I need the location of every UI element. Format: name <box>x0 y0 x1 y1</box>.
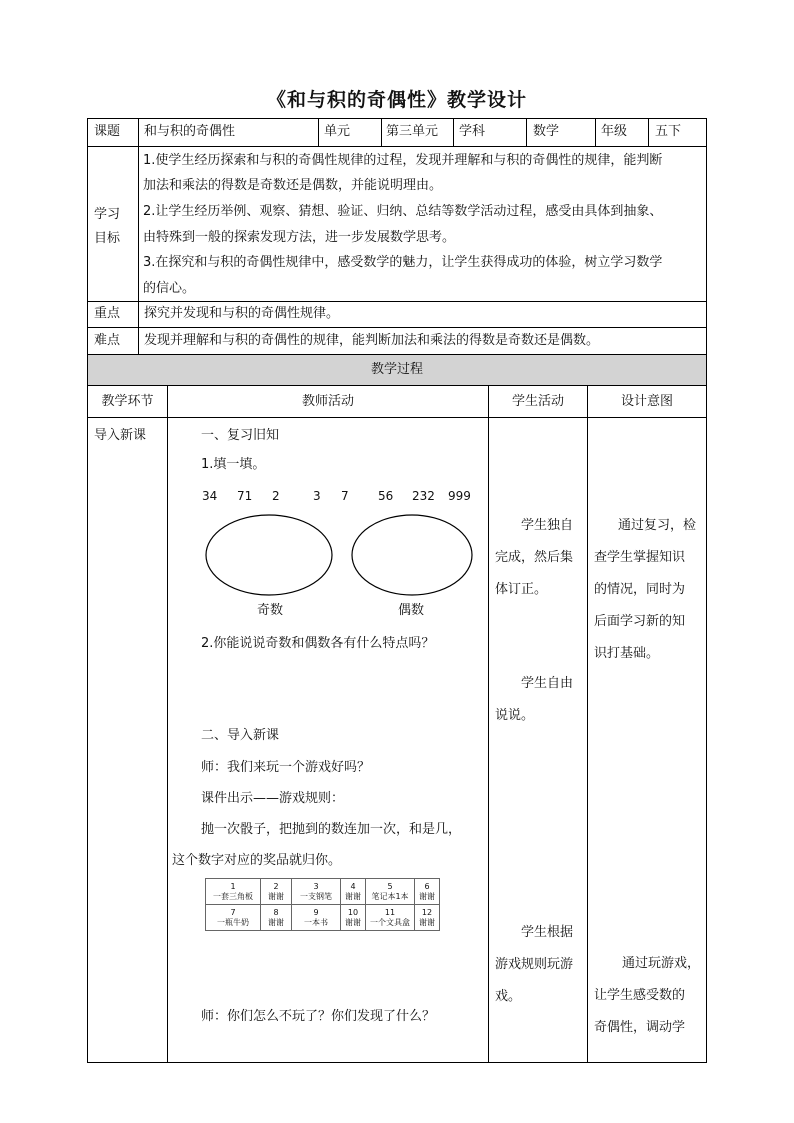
prize-name: 谢谢 <box>268 917 284 927</box>
prize-cell <box>206 905 261 931</box>
col-teacher-header: 教师活动 <box>301 394 354 409</box>
row-divider <box>87 417 707 418</box>
prize-cell <box>366 879 415 905</box>
col-divider <box>488 385 489 1062</box>
prize-name: 谢谢 <box>419 917 435 927</box>
question-2: 2.你能说说奇数和偶数各有什么特点吗？ <box>201 636 435 651</box>
prize-cell <box>206 879 261 905</box>
objective-line: 加法和乘法的得数是奇数还是偶数，并能说明理由。 <box>143 178 443 193</box>
even-label: 偶数 <box>398 603 425 618</box>
prize-number: 2 <box>273 881 279 891</box>
row-divider <box>87 146 707 147</box>
prize-name: 一个文具盒 <box>370 917 410 927</box>
even-oval <box>352 515 472 595</box>
text-line: 戏。 <box>495 989 522 1004</box>
prize-name: 谢谢 <box>345 917 361 927</box>
table-border-left <box>87 118 88 1063</box>
text-line: 通过复习，检 <box>618 518 697 533</box>
col-divider <box>138 118 139 355</box>
text-line: 说说。 <box>495 708 535 723</box>
number-item: 232 <box>412 489 435 503</box>
process-header: 教学过程 <box>370 362 423 377</box>
prize-cell <box>292 905 341 931</box>
text-line: 体订正。 <box>495 582 548 597</box>
col-divider <box>526 118 527 146</box>
col-divider <box>587 385 588 1062</box>
col-intent-header: 设计意图 <box>620 394 673 409</box>
design-intent-1 <box>594 510 704 670</box>
prize-name: 谢谢 <box>268 891 284 901</box>
prize-cell <box>261 905 292 931</box>
prize-number: 1 <box>230 881 236 891</box>
number-sort-ovals <box>200 512 480 598</box>
table-border-bottom <box>87 1062 707 1063</box>
unit-label: 单元 <box>324 124 351 139</box>
prize-name: 谢谢 <box>419 891 435 901</box>
number-item: 2 <box>272 489 280 503</box>
teacher-line-4: 这个数字对应的奖品就归你。 <box>172 853 342 868</box>
text-line: 完成，然后集 <box>495 550 574 565</box>
question-1: 1.填一填。 <box>201 457 266 472</box>
col-divider <box>453 118 454 146</box>
teacher-line-5: 师：你们怎么不玩了？你们发现了什么？ <box>201 1009 436 1024</box>
text-line: 游戏规则玩游 <box>495 957 574 972</box>
prize-number: 11 <box>384 907 396 917</box>
text-line: 的情况，同时为 <box>594 582 686 597</box>
text-line: 识打基础。 <box>594 646 660 661</box>
text-line: 学生自由 <box>521 676 574 691</box>
col-divider <box>318 118 319 146</box>
text-line: 学生根据 <box>521 925 574 940</box>
prize-number: 6 <box>424 881 430 891</box>
text-line: 通过玩游戏， <box>622 956 701 971</box>
prize-cell <box>341 879 366 905</box>
prize-table <box>205 878 440 931</box>
text-line: 后面学习新的知 <box>594 614 686 629</box>
prize-cell <box>415 905 440 931</box>
key-point-text: 探究并发现和与积的奇偶性规律。 <box>144 306 340 321</box>
prize-name: 一支钢笔 <box>300 891 332 901</box>
objective-line: 1.使学生经历探索和与积的奇偶性规律的过程，发现并理解和与积的奇偶性的规律，能判断 <box>143 153 663 168</box>
difficulty-label: 难点 <box>94 333 121 348</box>
row-divider <box>87 301 707 302</box>
teacher-line-1: 师：我们来玩一个游戏好吗？ <box>201 760 371 775</box>
col-stage-header: 教学环节 <box>101 394 154 409</box>
teacher-line-2: 课件出示——游戏规则： <box>201 791 345 806</box>
text-line: 奇偶性，调动学 <box>594 1020 686 1035</box>
prize-cell <box>292 879 341 905</box>
row-divider <box>87 385 707 386</box>
prize-number: 9 <box>313 907 319 917</box>
difficulty-text: 发现并理解和与积的奇偶性的规律，能判断加法和乘法的得数是奇数还是偶数。 <box>144 333 600 348</box>
prize-number: 5 <box>387 881 393 891</box>
col-divider <box>648 118 649 146</box>
objective-line: 的信心。 <box>143 281 196 296</box>
text-line: 让学生感受数的 <box>594 988 686 1003</box>
topic-label: 课题 <box>94 124 121 139</box>
prize-number: 4 <box>350 881 356 891</box>
prize-number: 8 <box>273 907 279 917</box>
odd-label: 奇数 <box>257 603 284 618</box>
objective-line: 2.让学生经历举例、观察、猜想、验证、归纳、总结等数学活动过程，感受由具体到抽象、 <box>143 204 663 219</box>
text-line: 学生独自 <box>521 518 574 533</box>
prize-name: 笔记本1本 <box>371 891 409 901</box>
prize-name: 一本书 <box>304 917 328 927</box>
prize-name: 一套三角板 <box>213 891 253 901</box>
col-divider <box>595 118 596 146</box>
number-item: 999 <box>448 489 471 503</box>
number-item: 71 <box>237 489 253 503</box>
odd-oval <box>206 515 332 595</box>
prize-row <box>206 879 440 905</box>
objective-line: 3.在探究和与积的奇偶性规律中，感受数学的魅力，让学生获得成功的体验，树立学习数学 <box>143 255 663 270</box>
prize-cell <box>261 879 292 905</box>
col-student-header: 学生活动 <box>511 394 564 409</box>
student-activity-2 <box>495 668 585 732</box>
teacher-line-3: 抛一次骰子，把抛到的数连加一次，和是几， <box>201 822 462 837</box>
number-item: 34 <box>202 489 218 503</box>
col-divider <box>167 385 168 1062</box>
subject-value: 数学 <box>533 124 560 139</box>
student-activity-3 <box>495 917 585 1013</box>
prize-number: 12 <box>421 907 433 917</box>
subject-label: 学科 <box>459 124 486 139</box>
grade-label: 年级 <box>601 124 628 139</box>
intro-heading: 二、导入新课 <box>201 728 280 743</box>
prize-name: 一瓶牛奶 <box>217 917 249 927</box>
design-intent-2 <box>594 948 704 1044</box>
grade-value: 五下 <box>655 124 682 139</box>
prize-cell <box>415 879 440 905</box>
number-item: 3 <box>313 489 321 503</box>
prize-name: 谢谢 <box>345 891 361 901</box>
prize-cell <box>341 905 366 931</box>
unit-value: 第三单元 <box>386 124 439 139</box>
table-border-right <box>706 118 707 1063</box>
prize-row <box>206 905 440 931</box>
objectives-label-2: 目标 <box>94 231 121 246</box>
review-heading: 一、复习旧知 <box>201 428 280 443</box>
objective-line: 由特殊到一般的探索发现方法，进一步发展数学思考。 <box>143 230 456 245</box>
document-title: 《和与积的奇偶性》教学设计 <box>266 89 527 111</box>
prize-number: 3 <box>313 881 319 891</box>
topic-value: 和与积的奇偶性 <box>144 124 236 139</box>
prize-cell <box>366 905 415 931</box>
row-divider <box>87 327 707 328</box>
objectives-label-1: 学习 <box>94 207 121 222</box>
prize-number: 10 <box>347 907 359 917</box>
number-item: 7 <box>341 489 349 503</box>
col-divider <box>381 118 382 146</box>
prize-number: 7 <box>230 907 236 917</box>
number-item: 56 <box>378 489 394 503</box>
key-point-label: 重点 <box>94 306 121 321</box>
stage-name: 导入新课 <box>94 428 147 443</box>
table-border-top <box>87 118 707 119</box>
text-line: 查学生掌握知识 <box>594 550 686 565</box>
student-activity-1 <box>495 510 585 606</box>
